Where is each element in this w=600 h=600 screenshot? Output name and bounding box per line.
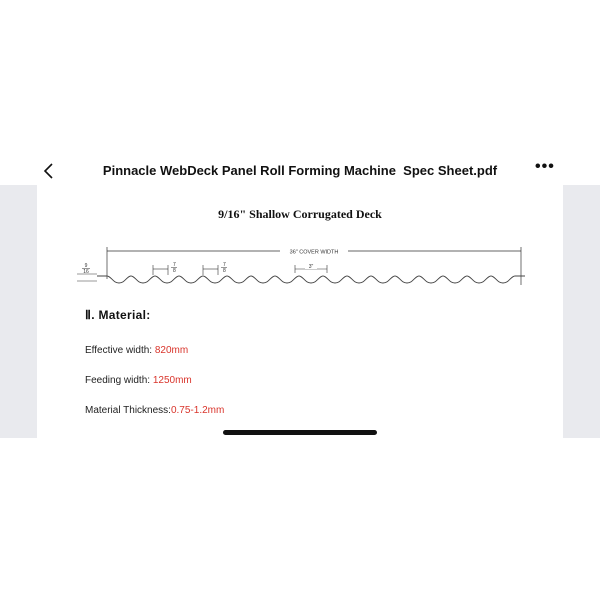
- section-title: Ⅱ. Material:: [85, 308, 151, 322]
- home-indicator[interactable]: [223, 430, 377, 435]
- field-label: Effective width:: [85, 345, 155, 356]
- field-value: 0.75-1.2mm: [170, 405, 225, 416]
- deck-profile-diagram: [75, 243, 535, 293]
- rib-label-1-denominator: 8: [173, 268, 176, 274]
- rib-label-2-denominator: 8: [223, 268, 226, 274]
- pitch-label: 3": [308, 264, 314, 270]
- corrugated-profile-line: [97, 276, 525, 283]
- rib-label-1-numerator: 7: [173, 262, 176, 268]
- document-title: Pinnacle WebDeck Panel Roll Forming Machine Spec Sheet.pdf: [102, 163, 498, 178]
- effective-width-row: [85, 345, 188, 356]
- document-heading: 9/16" Shallow Corrugated Deck: [218, 207, 382, 221]
- height-label-numerator: 9: [84, 263, 88, 269]
- height-label-denominator: 16: [83, 269, 89, 275]
- top-navigation-bar: [0, 155, 600, 185]
- cover-width-label: 36" COVER WIDTH: [289, 249, 339, 256]
- pdf-page: [37, 185, 563, 438]
- field-value: 820mm: [154, 345, 189, 356]
- ellipsis-icon[interactable]: •••: [535, 158, 555, 175]
- field-value: 1250mm: [152, 375, 192, 386]
- field-label: Feeding width:: [85, 375, 153, 386]
- pdf-viewer[interactable]: [0, 185, 600, 438]
- field-label: Material Thickness:: [85, 405, 171, 416]
- feeding-width-row: [85, 375, 192, 386]
- rib-label-2-numerator: 7: [223, 262, 226, 268]
- material-thickness-row: [85, 405, 224, 416]
